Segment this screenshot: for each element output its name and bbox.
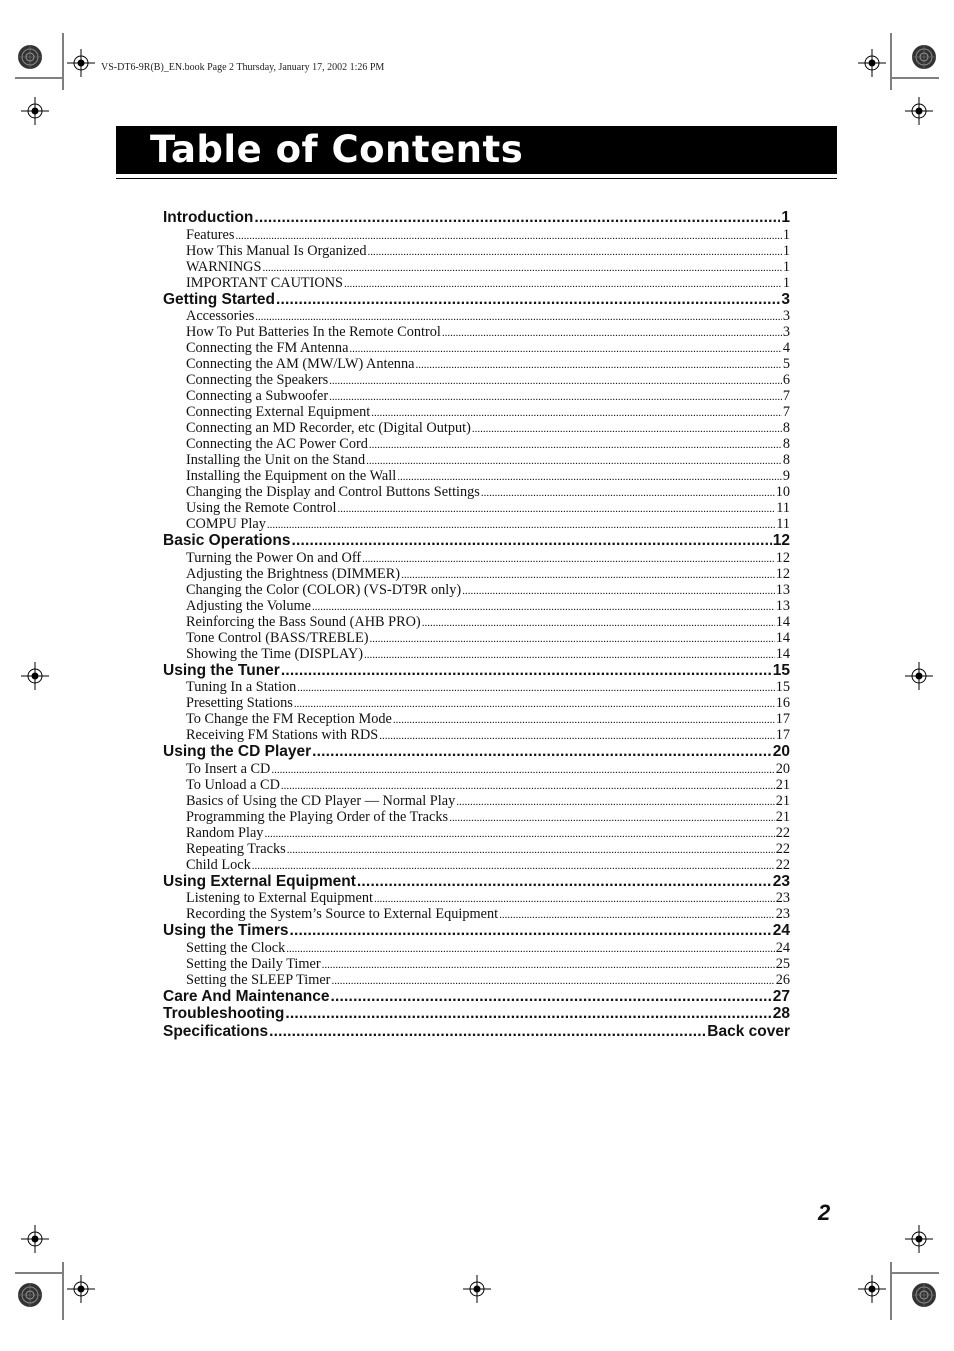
toc-entry-title: Setting the SLEEP Timer [186,971,331,988]
toc-entry[interactable] [163,841,790,857]
toc-section[interactable] [163,922,790,940]
toc-entry-page: 10 [775,484,790,500]
toc-leader-dots [462,583,775,598]
toc-entry-page: 15 [775,679,790,695]
toc-leader-dots [357,873,772,891]
page-title: Table of Contents [150,128,524,171]
toc-entry-page: 1 [782,242,790,259]
toc-entry-title: IMPORTANT CAUTIONS [186,274,343,291]
toc-entry-title: Adjusting the Brightness (DIMMER) [186,565,401,582]
toc-section-title: Using External Equipment [163,872,356,890]
toc-section-title: Basic Operations [163,532,291,549]
toc-entry[interactable] [163,324,790,340]
toc-entry[interactable] [163,711,790,727]
toc-leader-dots [287,842,775,857]
toc-entry[interactable] [163,243,790,259]
toc-entry-title: Using the Remote Control [186,500,337,516]
toc-entry[interactable] [163,516,790,532]
toc-leader-dots [255,309,782,324]
toc-entry[interactable] [163,777,790,793]
toc-entry-title: To Unload a CD [186,776,280,793]
toc-entry-page: 3 [782,308,790,324]
table-of-contents [163,209,790,1040]
toc-leader-dots [252,858,775,873]
toc-entry-page: 7 [782,404,790,420]
toc-entry[interactable] [163,695,790,711]
toc-entry-title: Recording the System’s Source to External Equipment [186,906,499,922]
toc-entry-title: To Change the FM Reception Mode [186,711,392,727]
toc-leader-dots [292,532,772,550]
title-banner [116,126,837,174]
toc-entry[interactable] [163,825,790,841]
toc-entry-title: Setting the Clock [186,939,286,956]
toc-entry-title: Installing the Equipment on the Wall [186,468,397,484]
toc-entry-title: Changing the Display and Control Buttons Settings [186,484,480,500]
toc-section-page: 3 [781,290,790,308]
toc-leader-dots [269,1023,706,1041]
toc-entry[interactable] [163,340,790,356]
toc-entry[interactable] [163,275,790,291]
toc-leader-dots [366,453,782,468]
toc-leader-dots [276,291,780,309]
toc-entry-page: 9 [782,468,790,484]
toc-entry[interactable] [163,420,790,436]
toc-entry-page: 22 [775,856,790,873]
toc-entry[interactable] [163,890,790,906]
toc-entry-page: 8 [782,420,790,436]
toc-leader-dots [286,941,774,956]
toc-section-title: Using the Timers [163,922,289,939]
toc-leader-dots [422,615,775,630]
toc-entry-page: 11 [776,516,790,532]
toc-entry-page: 26 [775,971,790,988]
toc-entry-page: 12 [775,565,790,582]
toc-entry[interactable] [163,388,790,404]
toc-entry[interactable] [163,598,790,614]
toc-leader-dots [349,341,781,356]
toc-section[interactable] [163,988,790,1006]
toc-entry-page: 14 [775,645,790,662]
toc-entry-title: To Insert a CD [186,760,271,777]
toc-entry-page: 21 [775,776,790,793]
toc-leader-dots [415,357,781,372]
toc-leader-dots [364,647,775,662]
toc-section[interactable] [163,1023,790,1041]
toc-entry-page: 8 [782,452,790,468]
toc-entry-title: Connecting a Subwoofer [186,388,329,404]
toc-entry-title: Receiving FM Stations with RDS [186,727,379,743]
toc-section-page: 20 [772,743,790,760]
toc-entry[interactable] [163,227,790,243]
toc-entry-title: Connecting the FM Antenna [186,340,349,356]
toc-entry-page: 5 [782,356,790,372]
toc-leader-dots [271,762,774,777]
toc-entry-page: 17 [775,711,790,727]
toc-leader-dots [442,325,782,340]
toc-entry[interactable] [163,372,790,388]
toc-leader-dots [312,599,775,614]
toc-entry-page: 21 [775,792,790,809]
toc-section-page: 24 [772,922,790,939]
toc-entry-page: 7 [782,388,790,404]
toc-leader-dots [331,973,774,988]
toc-entry[interactable] [163,566,790,582]
toc-entry-title: Repeating Tracks [186,840,286,857]
toc-entry[interactable] [163,614,790,630]
toc-leader-dots [235,228,781,243]
toc-entry[interactable] [163,630,790,646]
toc-entry-page: 13 [775,581,790,598]
toc-entry-title: Adjusting the Volume [186,597,311,614]
page-number: 2 [818,1200,831,1225]
toc-entry-page: 20 [775,760,790,777]
toc-entry[interactable] [163,468,790,484]
toc-section[interactable] [163,1005,790,1023]
toc-entry-title: Turning the Power On and Off [186,549,362,566]
toc-entry[interactable] [163,956,790,972]
toc-entry[interactable] [163,906,790,922]
toc-section-title: Care And Maintenance [163,987,330,1005]
toc-entry-page: 8 [782,436,790,452]
print-header-meta: VS-DT6-9R(B)_EN.book Page 2 Thursday, January 17, 2002 1:26 PM [101,62,385,73]
toc-section-title: Getting Started [163,290,275,308]
toc-leader-dots [362,551,775,566]
toc-leader-dots [499,907,775,922]
toc-entry[interactable] [163,582,790,598]
toc-leader-dots [329,373,782,388]
toc-leader-dots [369,437,782,452]
toc-section-page: 1 [781,209,790,226]
toc-section[interactable] [163,291,790,309]
toc-entry-title: How This Manual Is Organized [186,242,367,259]
toc-leader-dots [281,778,775,793]
toc-entry-page: 21 [775,808,790,825]
toc-entry-title: Accessories [186,308,255,324]
toc-section-title: Troubleshooting [163,1005,285,1022]
toc-leader-dots [393,712,775,727]
toc-entry-page: 1 [782,226,790,243]
toc-entry-page: 14 [775,629,790,646]
toc-entry-page: 3 [782,324,790,340]
toc-entry-page: 6 [782,372,790,388]
toc-entry-page: 12 [775,549,790,566]
toc-entry-title: WARNINGS [186,258,262,275]
toc-section-page: 15 [772,661,790,679]
toc-leader-dots [254,209,780,227]
toc-entry-title: Connecting the Speakers [186,372,329,388]
toc-entry[interactable] [163,404,790,420]
toc-section[interactable] [163,532,790,550]
toc-entry-title: Changing the Color (COLOR) (VS-DT9R only) [186,581,462,598]
toc-leader-dots [371,405,782,420]
toc-entry-page: 25 [775,955,790,972]
toc-entry-title: Basics of Using the CD Player — Normal Play [186,792,456,809]
toc-entry[interactable] [163,259,790,275]
toc-section-title: Using the Tuner [163,661,280,679]
toc-leader-dots [322,957,775,972]
toc-entry-title: Reinforcing the Bass Sound (AHB PRO) [186,613,421,630]
toc-leader-dots [472,421,782,436]
toc-entry-page: 1 [782,258,790,275]
toc-entry-page: 23 [775,890,790,906]
toc-entry-title: Connecting External Equipment [186,404,371,420]
toc-entry-title: Presetting Stations [186,695,293,711]
toc-leader-dots [294,696,775,711]
toc-section-page: Back cover [707,1022,790,1040]
toc-leader-dots [481,485,775,500]
title-underline [116,178,837,179]
toc-leader-dots [297,680,774,695]
toc-entry[interactable] [163,972,790,988]
toc-entry-title: How To Put Batteries In the Remote Control [186,324,441,340]
toc-section-page: 12 [772,532,790,549]
toc-leader-dots [397,469,782,484]
toc-leader-dots [331,988,772,1006]
toc-leader-dots [368,244,782,259]
toc-entry-page: 22 [775,840,790,857]
toc-entry[interactable] [163,761,790,777]
toc-leader-dots [369,631,774,646]
toc-entry[interactable] [163,793,790,809]
toc-leader-dots [267,517,775,532]
toc-section-page: 28 [772,1005,790,1022]
toc-leader-dots [379,728,774,743]
toc-leader-dots [344,276,782,291]
toc-leader-dots [401,567,775,582]
toc-entry[interactable] [163,857,790,873]
toc-leader-dots [289,922,771,940]
toc-entry-title: Showing the Time (DISPLAY) [186,645,364,662]
toc-entry[interactable] [163,809,790,825]
toc-entry-title: Child Lock [186,856,251,873]
toc-entry-title: Connecting the AC Power Cord [186,436,368,452]
toc-entry-title: Installing the Unit on the Stand [186,452,366,468]
toc-entry[interactable] [163,940,790,956]
toc-section[interactable] [163,873,790,891]
toc-leader-dots [338,501,776,516]
toc-entry-title: Tone Control (BASS/TREBLE) [186,629,369,646]
toc-entry-page: 13 [775,597,790,614]
toc-section[interactable] [163,743,790,761]
toc-entry[interactable] [163,452,790,468]
toc-entry-page: 23 [775,906,790,922]
toc-entry-page: 4 [782,340,790,356]
toc-entry[interactable] [163,500,790,516]
toc-entry[interactable] [163,436,790,452]
toc-section-title: Specifications [163,1022,269,1040]
toc-entry-title: COMPU Play [186,516,266,532]
toc-entry-title: Tuning In a Station [186,679,297,695]
toc-section[interactable] [163,209,790,227]
toc-section[interactable] [163,662,790,680]
toc-entry[interactable] [163,646,790,662]
toc-leader-dots [312,743,772,761]
toc-entry-title: Listening to External Equipment [186,890,374,906]
toc-entry[interactable] [163,550,790,566]
toc-entry-page: 22 [775,824,790,841]
toc-entry[interactable] [163,679,790,695]
toc-entry[interactable] [163,484,790,500]
toc-section-page: 23 [772,872,790,890]
toc-leader-dots [449,810,775,825]
toc-section-title: Introduction [163,209,254,226]
toc-entry-title: Connecting the AM (MW/LW) Antenna [186,356,415,372]
toc-leader-dots [374,891,775,906]
toc-section-title: Using the CD Player [163,743,312,760]
toc-leader-dots [281,662,772,680]
toc-entry[interactable] [163,308,790,324]
toc-entry-title: Programming the Playing Order of the Tracks [186,808,449,825]
toc-entry-page: 17 [775,727,790,743]
toc-entry-title: Features [186,226,235,243]
toc-leader-dots [262,260,781,275]
toc-entry-title: Connecting an MD Recorder, etc (Digital Output) [186,420,471,436]
toc-entry-page: 14 [775,613,790,630]
toc-entry-page: 24 [775,939,790,956]
toc-leader-dots [456,794,774,809]
toc-entry-page: 16 [775,695,790,711]
toc-entry-title: Setting the Daily Timer [186,955,321,972]
toc-leader-dots [264,826,774,841]
toc-leader-dots [285,1005,771,1023]
toc-entry[interactable] [163,727,790,743]
toc-entry-title: Random Play [186,824,264,841]
toc-entry-page: 1 [782,274,790,291]
toc-entry[interactable] [163,356,790,372]
toc-entry-page: 11 [776,500,790,516]
toc-leader-dots [329,389,782,404]
toc-section-page: 27 [772,987,790,1005]
